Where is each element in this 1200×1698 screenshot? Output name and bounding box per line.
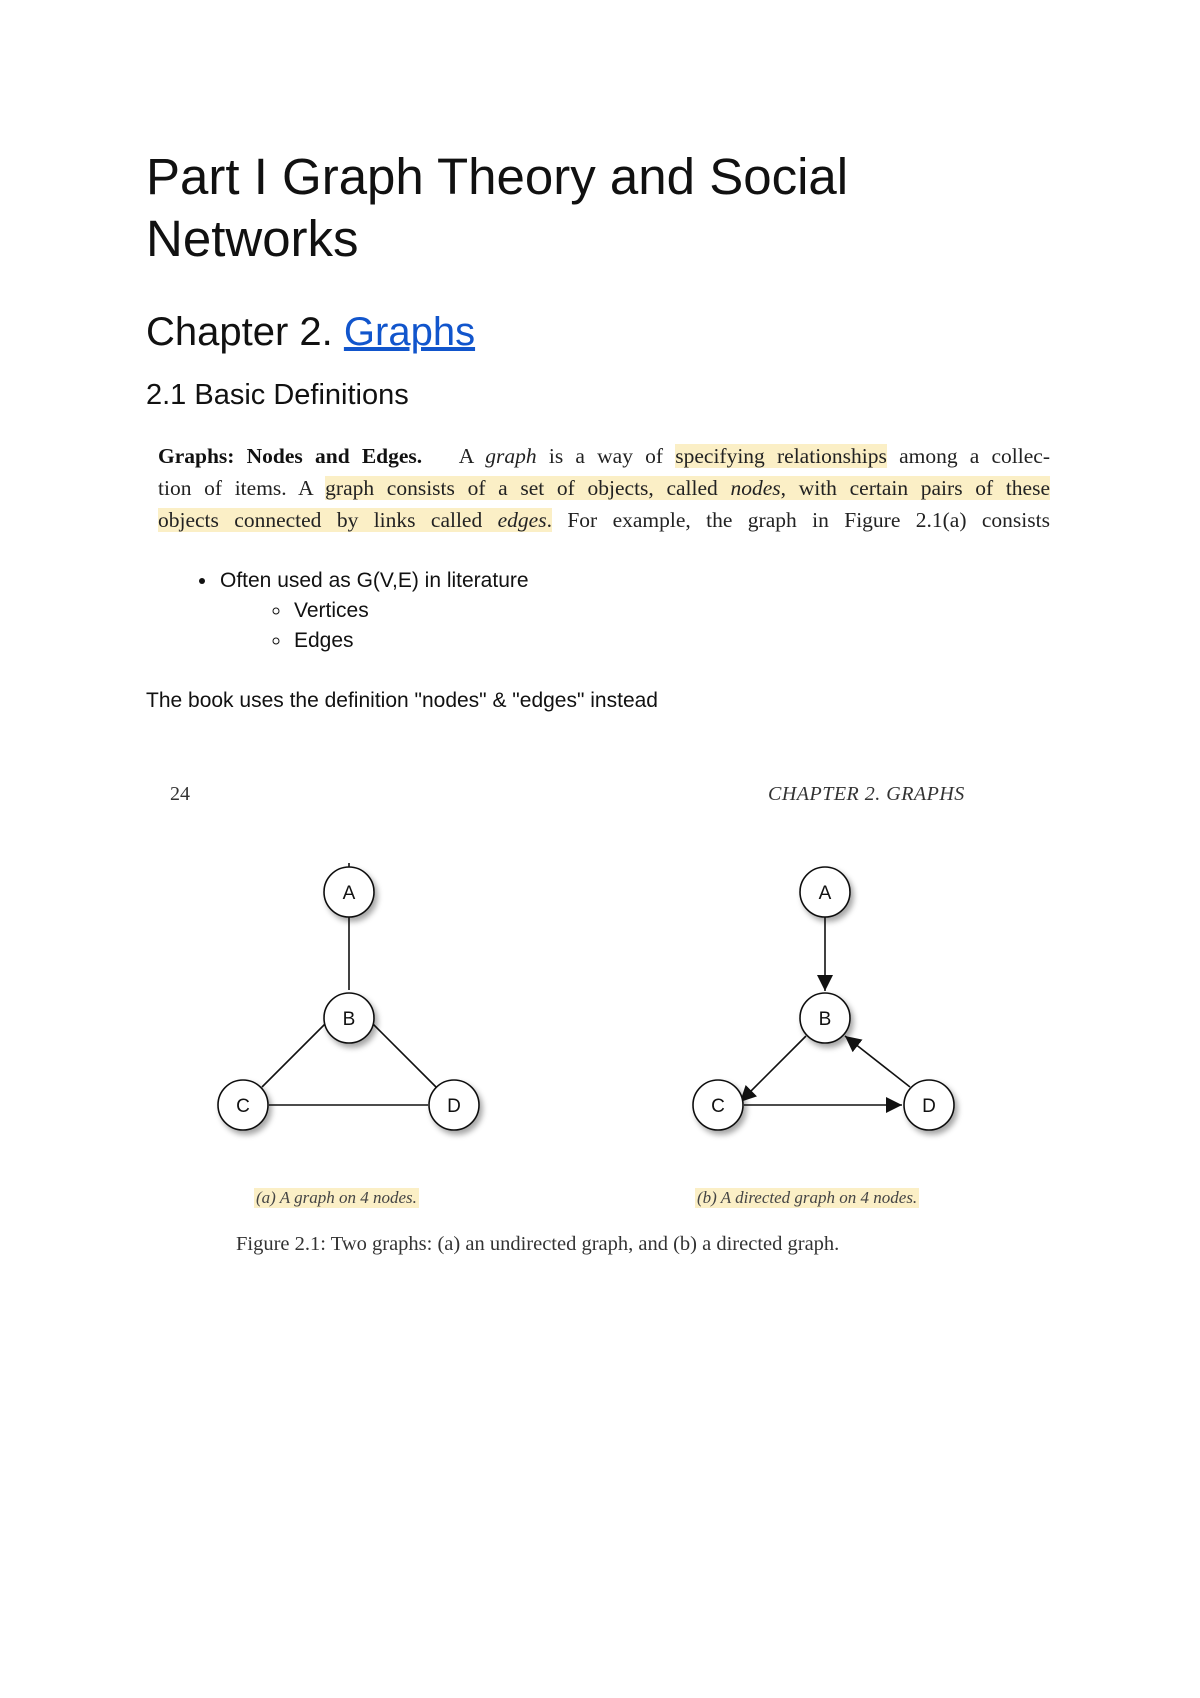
bullet-list <box>146 566 946 656</box>
figure-graphs <box>0 770 1200 1230</box>
svg-text:D: D <box>447 1096 461 1117</box>
svg-text:A: A <box>818 883 832 904</box>
highlight: specifying relationships <box>675 444 887 468</box>
book-excerpt <box>158 440 1050 536</box>
node-d <box>904 1080 954 1130</box>
subcaption-a: (a) A graph on 4 nodes. <box>256 1188 417 1207</box>
list-item: ◦ Edges <box>292 626 946 656</box>
chapter-prefix: Chapter 2. <box>146 310 344 354</box>
part-title: Part I Graph Theory and Social Networks <box>146 148 849 267</box>
graphs-link[interactable]: Graphs <box>343 310 476 354</box>
list-item: • Often used as G(V,E) in literature ◦ Vertices ◦ Edges <box>218 566 946 656</box>
node-c <box>218 1080 268 1130</box>
node-b <box>800 993 850 1043</box>
svg-text:C: C <box>236 1096 250 1117</box>
excerpt-line-3: objects connected by links called edges. For example, the graph in Figure 2.1(a) consists <box>158 508 1050 532</box>
svg-text:C: C <box>711 1096 725 1117</box>
graph-a <box>218 863 479 1130</box>
excerpt-lead: Graphs: Nodes and Edges. <box>158 444 423 468</box>
chapter-title <box>146 307 475 357</box>
graph-b <box>693 867 954 1130</box>
running-head: CHAPTER 2. GRAPHS <box>768 783 965 805</box>
highlight: graph consists of a set of objects, called nodes, with certain pairs of these <box>325 476 1050 500</box>
node-b <box>324 993 374 1043</box>
figure-2-1 <box>0 770 1200 1270</box>
highlight: objects connected by links called edges. <box>158 508 552 532</box>
page-number: 24 <box>170 783 190 805</box>
excerpt-line-2: tion of items. A graph consists of a set of objects, called nodes, with certain pairs of these <box>158 476 1050 500</box>
svg-text:A: A <box>342 883 356 904</box>
figure-caption: Figure 2.1: Two graphs: (a) an undirected graph, and (b) a directed graph. <box>236 1233 840 1255</box>
svg-text:D: D <box>922 1096 936 1117</box>
edge-b-d <box>367 1018 436 1087</box>
node-c <box>693 1080 743 1130</box>
svg-text:B: B <box>818 1009 832 1030</box>
subcaption-b: (b) A directed graph on 4 nodes. <box>697 1188 918 1207</box>
node-a <box>800 867 850 917</box>
node-a <box>324 867 374 917</box>
edge-b-c <box>740 1036 806 1102</box>
section-title: 2.1 Basic Definitions <box>146 379 409 411</box>
list-item: ◦ Vertices <box>292 596 946 626</box>
edge-b-c <box>262 1018 331 1087</box>
note-paragraph: The book uses the definition "nodes" & "edges" instead <box>146 689 658 712</box>
excerpt-line-1: Graphs: Nodes and Edges. A graph is a way of specifying relationships among a collec- <box>158 444 1050 468</box>
node-d <box>429 1080 479 1130</box>
edge-d-b <box>845 1036 910 1087</box>
svg-text:B: B <box>342 1009 356 1030</box>
